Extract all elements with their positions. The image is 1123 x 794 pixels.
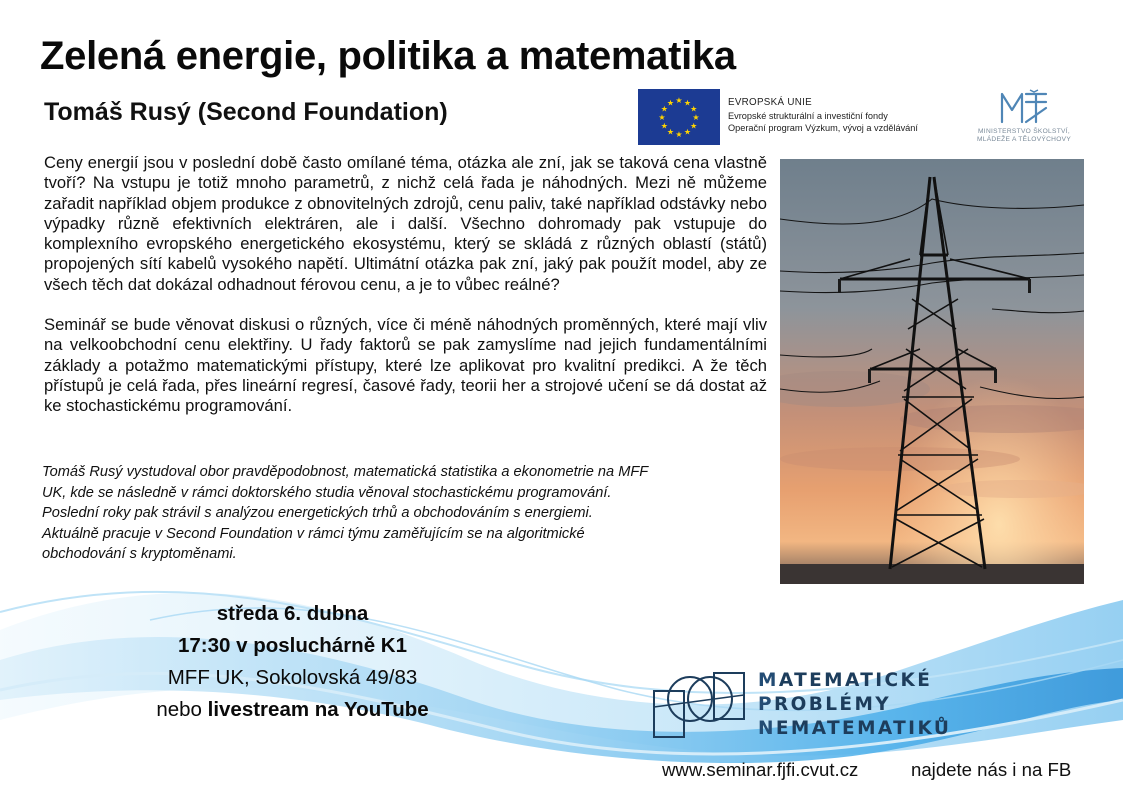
- bio-line: obchodování s kryptoměnami.: [42, 546, 237, 563]
- seminar-logo-text: [758, 669, 951, 741]
- event-details: [120, 598, 465, 726]
- msmt-monogram-icon: [996, 88, 1052, 126]
- eu-logo-text: [728, 97, 918, 135]
- event-time-place: 17:30 v posluchárně K1: [177, 634, 407, 657]
- eu-star-icon: ★: [658, 113, 666, 122]
- speaker-bio: [42, 462, 742, 565]
- eu-logo-line: Operační program Výzkum, vývoj a vzdělávání: [728, 123, 918, 133]
- website-link[interactable]: www.seminar.fjfi.cvut.cz: [662, 759, 859, 780]
- eu-star-icon: ★: [660, 104, 668, 114]
- eu-star-icon: ★: [683, 98, 692, 108]
- logo-initial: N: [758, 718, 776, 739]
- logo-initial: P: [758, 694, 774, 715]
- logo-line: [758, 693, 951, 717]
- event-address: MFF UK, Sokolovská 49/83: [167, 666, 418, 689]
- logo-initial: M: [758, 670, 779, 691]
- abstract-paragraph: Seminář se bude věnovat diskusi o různých, více či méně náhodných proměnných, které mají vliv na velkoobchodní cenu elektřiny. U řady faktorů se pak zamyslíme nad jejich fundamentálními základy a potažmo matematickými přístupy, které lze aplikovat pro kvalitní predikci. A že těch přístupů je celá řada, přes lineární regresí, časové řady, teorii her a strojové učení se dá dostat až ke stochastickému programování.: [44, 315, 767, 416]
- bio-line: UK, kde se následně v rámci doktorského studia věnoval stochastickému programování.: [42, 484, 612, 501]
- event-stream-prefix: nebo: [156, 698, 208, 721]
- speaker-name: Tomáš Rusý (Second Foundation): [44, 98, 448, 126]
- logo-line: [758, 717, 951, 741]
- msmt-logo-line: MLÁDEŽE A TĚLOVÝCHOVY: [976, 136, 1072, 143]
- bio-line: Poslední roky pak strávil s analýzou energetických trhů a obchodováním s energiemi.: [42, 505, 593, 522]
- power-pylon-photo: [780, 159, 1084, 584]
- event-stream: [120, 694, 465, 726]
- eu-star-icon: ★: [692, 113, 700, 122]
- logo-word: EMATEMATIKŮ: [775, 718, 952, 739]
- eu-flag-icon: [638, 89, 720, 145]
- eu-star-icon: ★: [675, 130, 683, 139]
- event-stream-link[interactable]: livestream na YouTube: [207, 698, 429, 721]
- logo-word: ROBLÉMY: [773, 694, 892, 715]
- page-title: Zelená energie, politika a matematika: [40, 34, 736, 78]
- seminar-logo: [652, 663, 962, 743]
- eu-star-icon: ★: [666, 127, 675, 137]
- eu-star-icon: ★: [666, 98, 675, 108]
- abstract-paragraph: Ceny energií jsou v poslední době často omílané téma, otázka ale zní, jak se taková cena vlastně tvoří? Na vstupu je totiž mnoho parametrů, z nichž celá řada je náhodných. Mezi ně můžeme zařadit například objem produkce z obnovitelných zdrojů, cenu paliv, také například odstávky nebo výpadky různě efektivních elektráren, ale i další. Všechno dohromady pak vstupuje do komplexního evropského energetického ekosystému, který se skládá z různých oblastí (států) propojených sítí kabelů vysokého napětí. Ultimátní otázka pak zní, jaký pak použít model, aby ze všech těch dat dokázal odhadnout férovou cenu, a je to vůbec reálné?: [44, 153, 767, 294]
- eu-logo-line: EVROPSKÁ UNIE: [728, 97, 812, 108]
- eu-star-icon: ★: [683, 127, 692, 137]
- abstract-text: [44, 153, 767, 437]
- msmt-logo: [966, 88, 1082, 146]
- bio-line: Aktuálně pracuje v Second Foundation v rámci týmu zaměřujícím se na algoritmické: [42, 525, 585, 542]
- eu-star-icon: ★: [690, 104, 698, 114]
- eu-star-icon: ★: [660, 121, 668, 131]
- msmt-logo-line: MINISTERSTVO ŠKOLSTVÍ,: [978, 128, 1070, 135]
- logo-line: [758, 669, 951, 693]
- eu-logo-line: Evropské strukturální a investiční fondy: [728, 110, 888, 121]
- eu-logo: [638, 89, 952, 145]
- eu-star-icon: ★: [690, 121, 698, 131]
- logo-word: ATEMATICKÉ: [778, 670, 933, 691]
- eu-star-icon: ★: [675, 96, 683, 105]
- facebook-note: najdete nás i na FB: [911, 759, 1072, 780]
- bio-line: Tomáš Rusý vystudoval obor pravděpodobnost, matematická statistika a ekonometrie na MFF: [42, 464, 649, 480]
- seminar-logo-icon: [652, 669, 748, 741]
- msmt-logo-text: [966, 128, 1082, 144]
- event-date: středa 6. dubna: [216, 602, 369, 625]
